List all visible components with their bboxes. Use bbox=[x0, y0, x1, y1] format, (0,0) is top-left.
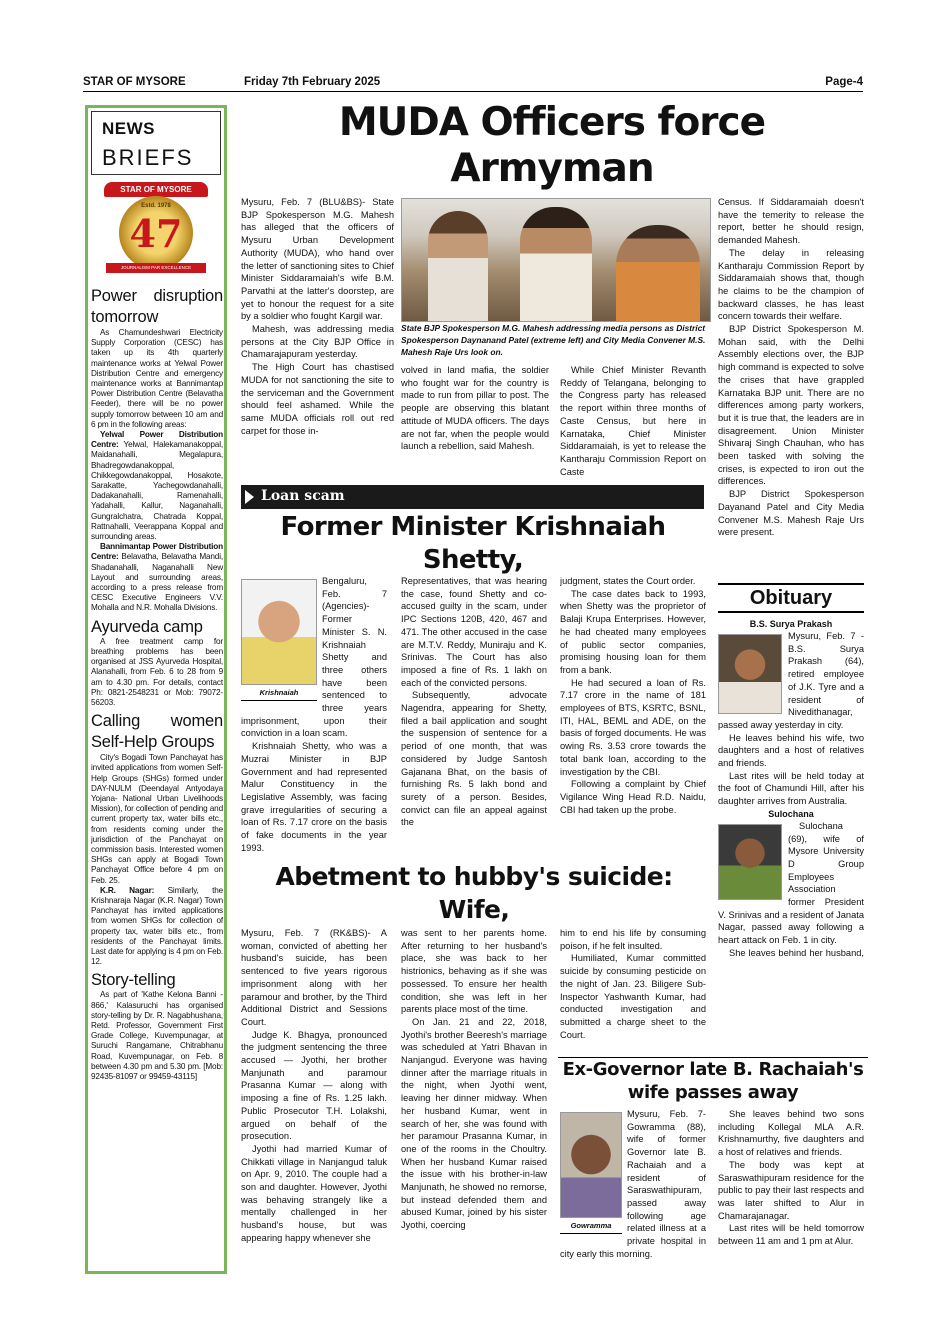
article-paragraph: The delay in releasing Kantharaju Commission Report by Siddaramaiah shows that, though he claims to be the champion of backward classes, he has least concern towards their welfare. bbox=[718, 247, 864, 322]
photo-person bbox=[428, 211, 488, 322]
article-paragraph: On Jan. 21 and 22, 2018, Jyothi's brother Beeresh's marriage was scheduled at Yatri Bhavan in Nanjangud. Everyone was having dinner after the marriage rituals in the night, when Jyothi went, leaving her dinner midway. When her husband Kumar, went in search of her, she was found with her paramour Prasanna Kumar, in one of the rooms in the Choultry. When her husband Kumar raised the issue with his brother-in-law Manjunath, he showed no remorse, but instead defended them and abused Kumar, joined by his sister Jyothi, coercing bbox=[401, 1016, 547, 1231]
brief-item bbox=[91, 711, 223, 967]
brief-sub-text: Belavatha, Belavatha Mandi, Shadanahalli, Naganahalli New Layout and surrounding areas, according to a press release from CESC Executive Engineers V.V. Mohalla and N.R. Mohalla Divisions. bbox=[91, 552, 223, 613]
brief-item bbox=[91, 286, 223, 614]
article-paragraph: The case dates back to 1993, when Shetty was the proprietor of Balaji Krupa Enterprises. However, he had cheated many employees of public sector companies, promising housing loan for them from a bank. bbox=[560, 588, 706, 675]
logo-estd: Estd. 1978 bbox=[141, 203, 171, 209]
article-paragraph: Bengaluru, Feb. 7 (Agencies)- Former Minister S. N. Krishnaiah Shetty and three others have been sentenced to three years imprisonment, upon their conviction in a loan scam. bbox=[241, 576, 387, 739]
muda-photo-caption: State BJP Spokesperson M.G. Mahesh addressing media persons as District Spokesperson Daynanand Patel (extreme left) and City Media Convener M.S. Mahesh Raje Urs look on. bbox=[401, 323, 706, 357]
article-paragraph: Jyothi had married Kumar of Chikkati village in Nanjangud taluk on Apr. 9, 2010. The couple had a son and daughter. However, Jyothi was behaving strangely like a mentally challenged in her husband's house, but was appearing happy whenever she bbox=[241, 1143, 387, 1243]
muda-column-3 bbox=[560, 364, 706, 478]
brief-heading: Story-telling bbox=[91, 971, 176, 990]
brief-paragraph bbox=[91, 542, 223, 613]
obit-name: Sulochana bbox=[768, 808, 814, 819]
brief-paragraph: City's Bogadi Town Panchayat has invited applications from women Self-Help Groups (SHGs) formed under DAY-NULM (Deendayal Antyodaya Yojana- National Urban Livelihoods Mission), for collection of pending and current property tax, water bills etc., from residents coming under the jurisdiction of the Panchayat on commission basis. Interested women SHGs can apply at Bogadi Town Panchayat Office before 4 pm on Feb. 25. bbox=[91, 753, 223, 885]
briefs-items bbox=[91, 284, 223, 1269]
article-paragraph: Subsequently, advocate Nagendra, appearing for Shetty, filed a bail application and sought the suspension of sentence for a period of one month, that was considered by Judge Santosh Gajanana Bhat, on the basis of furnishing Rs. 5 lakh bond and surety of a person. Besides, convict can file an appeal against the bbox=[401, 690, 547, 828]
article-paragraph: Mahesh, was addressing media persons at the City BJP Office in Chamarajapuram yesterday. bbox=[241, 324, 394, 360]
article-paragraph: Mysuru, Feb. 7 (RK&BS)- A woman, convicted of abetting her husband's suicide, has been sentenced to five years rigorous imprisonment along with her paramour and brother, by the Third Additional District and Sessions Court. bbox=[241, 928, 387, 1027]
article-paragraph: She leaves behind her husband, bbox=[729, 947, 864, 958]
page-number: Page-4 bbox=[825, 76, 863, 88]
loan-kicker: Loan scam bbox=[261, 488, 345, 504]
article-paragraph: BJP District Spokesperson M. Mohan said, with the Delhi Assembly elections over, the BJP high command is expected to solve the crises that have grappled Karnataka BJP unit. There are no differences among party workers, but it is true that, the leaders are in disagreement. Union Minister Shivaraj Singh Chauhan, who has been tasked with solving the crises, is expected to iron out the differences. bbox=[718, 324, 864, 487]
brief-sub-text: Similarly, the Krishnaraja Nagar (K.R. Nagar) Town Panchayat has invited applications from women SHGs for collection of property tax, water bills etc., from residents of the Panchayat limits. Last date for applying is 4 pm on Feb. 12. bbox=[91, 885, 224, 967]
article-paragraph: Mysuru, Feb. 7- Gowramma (88), wife of former Governor late B. Rachaiah and a resident of Saraswathipuram, passed away following age related illness at a private hospital in city early this morning. bbox=[560, 1109, 706, 1259]
muda-column-2 bbox=[401, 364, 549, 478]
article-paragraph: She leaves behind two sons including Kollegal MLA A.R. Krishnamurthy, five daughters and a host of relatives and friends. bbox=[718, 1109, 864, 1158]
paper-name: STAR OF MYSORE bbox=[83, 76, 186, 88]
surya-prakash-photo bbox=[718, 634, 782, 714]
brief-heading: Calling women Self-Help Groups bbox=[91, 712, 223, 752]
loan-headline bbox=[240, 511, 706, 577]
logo-top-text: STAR OF MYSORE bbox=[104, 182, 208, 197]
kicker-arrow-icon bbox=[245, 490, 254, 504]
abetment-column-1 bbox=[241, 927, 387, 1267]
brief-heading: Power disruption tomorrow bbox=[91, 287, 223, 326]
photo-person bbox=[616, 225, 700, 322]
masthead bbox=[83, 76, 863, 92]
gowramma-caption: Gowramma bbox=[560, 1220, 622, 1234]
news-briefs-header bbox=[91, 111, 221, 175]
brief-item bbox=[91, 617, 223, 708]
briefs-title-bottom: BRIEFS bbox=[102, 145, 194, 170]
article-paragraph bbox=[241, 854, 387, 855]
gowramma-photo-block bbox=[560, 1112, 622, 1238]
abetment-headline-line1: Abetment to hubby's suicide: Wife, bbox=[275, 862, 673, 924]
muda-headline bbox=[236, 100, 868, 192]
muda-headline-line1: MUDA Officers force Armyman bbox=[338, 100, 766, 191]
krishnaiah-caption: Krishnaiah bbox=[241, 687, 317, 701]
article-paragraph: was sent to her parents home. After returning to her husband's place, she was back to her histrionics, behaving as if she was possessed. To ensure her health condition, she was left in her parents place most of the time. bbox=[401, 928, 547, 1015]
obit-name: B.S. Surya Prakash bbox=[749, 619, 833, 629]
brief-sub-label: Bannimantap Power Distribution Centre: bbox=[91, 542, 223, 562]
governor-headline-line2: wife passes away bbox=[627, 1082, 799, 1103]
article-paragraph: Sulochana (69), wife of Mysore University D Group Employees Association former President V. Srinivas and a resident of Janata Nagar, passed away following a heart attack on Feb. 1 in city. bbox=[718, 820, 864, 946]
brief-sub-label: K.R. Nagar: bbox=[100, 885, 155, 895]
logo-ribbon: JOURNALISM PAR EXCELLENCE bbox=[106, 263, 206, 273]
governor-column-1 bbox=[560, 1108, 706, 1278]
krishnaiah-photo-block bbox=[241, 579, 317, 703]
news-briefs-box bbox=[85, 105, 227, 1274]
loan-headline-line1: Former Minister Krishnaiah Shetty, bbox=[280, 512, 666, 575]
article-paragraph: He had secured a loan of Rs. 7.17 crore in the name of 181 employees of BTS, KSRTC, BSNL, ITI, HAL, BEML and ADE, on the basis of forged documents. He was owing Rs. 3.53 crore towards the total bank loan, according to the investigation by the CBI. bbox=[560, 677, 706, 777]
article-paragraph: Judge K. Bhagya, pronounced the judgment sentencing the three accused — Jyothi, her brother Manjunath and paramour Prasanna Kumar — along with imposing a fine of Rs. 1.25 lakh. Public Prosecutor T.H. Lolakshi, argued on behalf of the prosecution. bbox=[241, 1029, 387, 1142]
brief-item bbox=[91, 970, 223, 1082]
article-paragraph: The High Court has chastised MUDA for not sanctioning the site to the serviceman and the Government should feel ashamed. While the same MUDA officials roll out red carpet for those in- bbox=[241, 362, 394, 436]
obit-entry bbox=[718, 630, 864, 808]
abetment-column-2 bbox=[401, 927, 547, 1267]
brief-paragraph: As Chamundeshwari Electricity Supply Corporation (CESC) has taken up its 4th quarterly maintenance works at Yelwal Power Distribution Centre and emergency maintenance works at Bannimantap Power Distribution Centre (Belavatha Feeder), there will be no power supply tomorrow between 10 am and 6 pm in the following areas: bbox=[91, 328, 223, 429]
muda-column-1 bbox=[241, 196, 394, 478]
article-paragraph: Census. If Siddaramaiah doesn't have the temerity to release the report, better he should resign, demanded Mahesh. bbox=[718, 197, 864, 246]
governor-headline-line1: Ex-Governor late B. Rachaiah's bbox=[562, 1059, 864, 1080]
article-paragraph: him to end his life by consuming poison, if he felt insulted. bbox=[560, 928, 706, 951]
logo-medal bbox=[119, 196, 193, 270]
article-paragraph: Mysuru, Feb. 7 (BLU&BS)- State BJP Spokesperson M.G. Mahesh has alleged that the officers of Mysuru Urban Development Authority (MUDA), who hand over the letter of sanctioning sites to Chief Minister Siddaramaiah's wife B.M. Parvathi at the latter's doorstep, are yet to honour the request for a site by a soldier who fought Kargil war. bbox=[241, 197, 394, 322]
loan-column-2 bbox=[401, 575, 547, 855]
brief-paragraph: A free treatment camp for breathing problems has been organised at JSS Ayurveda Hospital, Alanahalli, from Feb. 6 to 28 from 9 am to 4.30 pm. For details, contact Ph: 0821-2548231 or Mob: 79072-56203. bbox=[91, 636, 223, 707]
article-paragraph: Humiliated, Kumar committed suicide by consuming pesticide on the night of Jan. 23. Biligere Sub-Inspector Yashwanth Kumar, had conducted investigation and submitted a charge sheet to the Court. bbox=[560, 953, 706, 1040]
logo-number: 47 bbox=[129, 211, 183, 256]
brief-paragraph bbox=[91, 886, 223, 968]
issue-date: Friday 7th February 2025 bbox=[244, 76, 381, 88]
article-paragraph: He leaves behind his wife, two daughters and a host of relatives and friends. bbox=[718, 732, 864, 769]
obit-entry bbox=[718, 820, 864, 961]
obituary-section bbox=[718, 583, 864, 961]
article-paragraph: Last rites will be held tomorrow between 11 am and 1 pm at Alur. bbox=[718, 1223, 864, 1247]
gowramma-photo bbox=[560, 1112, 622, 1218]
article-paragraph: The body was kept at Saraswathipuram residence for the public to pay their last respects and was later shifted to Alur in Chamarajanagar. bbox=[718, 1159, 864, 1221]
brief-sub-text: Yelwal, Halekamanakoppal, Maidanahalli, Megalapura, Bhadregowdanakoppal, Chikkegowdanakoppal, Hosakote, Sarakatte, Yachegowdanahalli, Dadakanahalli, Ramenahalli, Yadahalli, Kallur, Naganahalli, Gungralchatra, Chatrada Koppal, Rattnahalli, Veerappana Koppal and surrounding areas. bbox=[91, 440, 223, 542]
loan-column-1 bbox=[241, 575, 387, 855]
brief-heading: Ayurveda camp bbox=[91, 617, 203, 636]
sulochana-photo bbox=[718, 824, 782, 900]
article-paragraph: Krishnaiah Shetty, who was a Muzrai Minister in BJP Government and had represented Malur Constituency in the Legislative Assembly, was facing grave irregularities of securing a loan of Rs. 7.17 crore on the basis of fake documents in the year 1993. bbox=[241, 741, 387, 853]
article-paragraph: BJP District Spokesperson Dayanand Patel and City Media Convener M.S. Mahesh Raje Urs were present. bbox=[718, 489, 864, 538]
brief-paragraph bbox=[91, 430, 223, 542]
obituary-title: Obituary bbox=[718, 583, 864, 613]
governor-headline bbox=[558, 1057, 868, 1107]
brief-paragraph: As part of 'Kathe Kelona Banni - 866,' Kalasuruchi has organised story-telling by Dr. R. Nagabhushana, Retd. Professor, Government First Grade College, Kuvempunagar, at Suruchi Rangamane, Chitrabhanu Road, Kuvempunagar, on Feb. 8 between 4.30 pm and 5.30 pm. [Mob: 92435-81097 or 99459-43115] bbox=[91, 990, 223, 1081]
article-paragraph: Following a complaint by Chief Vigilance Wing Head R.D. Naidu, CBI had taken up the probe. bbox=[560, 779, 706, 815]
abetment-headline bbox=[238, 860, 710, 926]
article-paragraph: Mysuru, Feb. 7 - B.S. Surya Prakash (64), retired employee of J.K. Tyre and a resident of Nivedithanagar, passed away yesterday in city. bbox=[718, 631, 864, 730]
article-paragraph: Representatives, that was hearing the case, found Shetty and co-accused guilty in the scam, under IPC Sections 120B, 420, 467 and 471. The other accused in the case are M.T.V. Reddy, Muniraju and K. Srinivas. The Court has also imposed a fine of Rs. 1 lakh on each of the convicted persons. bbox=[401, 576, 547, 688]
muda-column-4 bbox=[718, 196, 864, 578]
article-paragraph: volved in land mafia, the soldier who fought war for the country is made to run from pillar to post. The people are observing this blatant attitude of MUDA officers. The days are not far, when the people would launch a rebellion, said Mahesh. bbox=[401, 365, 549, 452]
governor-column-2 bbox=[718, 1108, 864, 1278]
muda-press-photo bbox=[401, 198, 711, 322]
abetment-column-3 bbox=[560, 927, 706, 1053]
brief-sub-label: Yelwal Power Distribution Centre: bbox=[91, 430, 223, 450]
article-paragraph: Last rites will be held today at the foot of Chamundi Hill, after his daughter arrives from Australia. bbox=[718, 770, 864, 807]
loan-kicker-bar bbox=[241, 485, 704, 509]
article-paragraph: While Chief Minister Revanth Reddy of Telangana, belonging to the Congress party has released the report within three months of Caste Census, but here in Karnataka, Chief Minister Siddaramaiah, is yet to release the Kantharaju Commission Report on Caste bbox=[560, 365, 706, 477]
anniversary-logo bbox=[96, 180, 216, 280]
article-paragraph: judgment, states the Court order. bbox=[560, 576, 696, 586]
loan-column-3 bbox=[560, 575, 706, 855]
photo-person bbox=[520, 207, 592, 322]
krishnaiah-photo bbox=[241, 579, 317, 685]
briefs-title-top: NEWS bbox=[102, 119, 155, 138]
